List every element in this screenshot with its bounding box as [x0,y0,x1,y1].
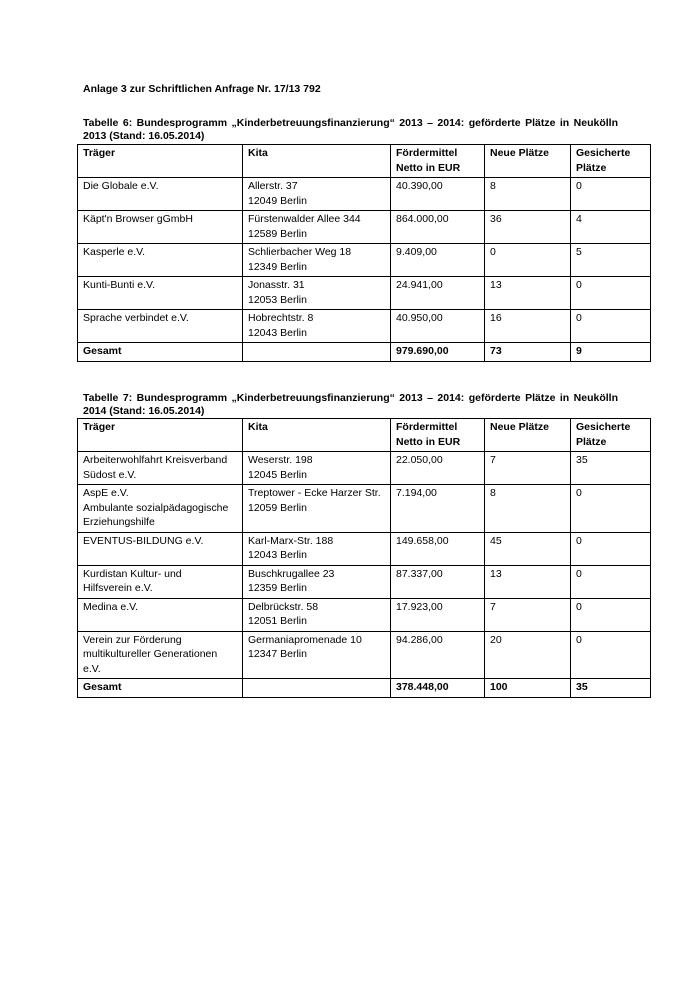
cell-neue-plaetze: 0 [485,244,571,277]
cell-gesicherte-plaetze: 0 [571,485,651,533]
cell-traeger-line: Medina e.V. [83,600,139,613]
document-heading: Anlage 3 zur Schriftlichen Anfrage Nr. 17/13 792 [83,83,321,95]
table7-caption-line1: Tabelle 7: Bundesprogramm „Kinderbetreuungsfinanzierung“ 2013 – 2014: geförderte Plätze in Neukölln [83,392,618,404]
cell-traeger-line: Erziehungshilfe [83,516,155,528]
column-header-gesicherte-plaetze-line: Gesicherte [576,147,631,159]
cell-gesicherte-plaetze: 35 [571,452,651,485]
table-row [78,310,651,343]
cell-neue-plaetze: 36 [485,211,571,244]
column-header-foerdermittel [391,145,485,178]
column-header-neue-plaetze [485,145,571,178]
table6-body [78,178,651,362]
cell-gesicherte-plaetze: 0 [571,598,651,631]
cell-kita-line: 12059 Berlin [248,501,307,514]
table7-body [78,452,651,698]
table-row [78,598,651,631]
column-header-neue-plaetze [485,419,571,452]
column-header-traeger-line: Träger [83,421,116,433]
column-header-kita-line: Kita [248,147,268,159]
cell-kita [243,178,391,211]
cell-gesicherte-plaetze: 0 [571,178,651,211]
table6-header-row [78,145,651,178]
cell-kita-line: 12043 Berlin [248,549,307,561]
table-row [78,631,651,679]
cell-traeger [78,452,243,485]
cell-foerdermittel: 40.950,00 [391,310,485,343]
cell-foerdermittel: 87.337,00 [391,565,485,598]
cell-total-foerdermittel: 378.448,00 [391,679,485,698]
cell-foerdermittel: 9.409,00 [391,244,485,277]
cell-traeger-line: Käpt'n Browser gGmbH [83,213,193,225]
table-row [78,244,651,277]
cell-traeger-line: Kasperle e.V. [83,246,146,258]
cell-traeger-line: e.V. [83,662,101,675]
cell-kita-line: Schlierbacher Weg 18 [248,246,352,258]
cell-traeger [78,598,243,631]
table7-caption [83,392,618,417]
total-row [78,679,651,698]
column-header-neue-plaetze-line: Neue Plätze [490,147,549,159]
cell-kita-line: Weserstr. 198 [248,454,313,466]
cell-traeger-line: Arbeiterwohlfahrt Kreisverband [83,454,228,466]
table6-caption [83,117,618,142]
cell-traeger-line: Kurdistan Kultur- und [83,567,182,580]
table7-header-row [78,419,651,452]
cell-traeger [78,178,243,211]
table-row [78,532,651,565]
column-header-gesicherte-plaetze-line: Plätze [576,435,607,448]
column-header-foerdermittel-line: Netto in EUR [396,161,461,174]
cell-gesicherte-plaetze: 0 [571,310,651,343]
cell-gesicherte-plaetze: 0 [571,532,651,565]
cell-traeger-line: Verein zur Förderung [83,633,182,646]
table7-caption-line2: 2014 (Stand: 16.05.2014) [83,404,205,417]
table7 [77,418,651,698]
column-header-traeger [78,145,243,178]
table6 [77,144,651,362]
cell-kita [243,452,391,485]
column-header-gesicherte-plaetze [571,419,651,452]
cell-traeger-line: AspE e.V. [83,487,129,499]
cell-kita-line: 12347 Berlin [248,648,307,660]
column-header-foerdermittel [391,419,485,452]
cell-kita [243,310,391,343]
cell-traeger-line: Ambulante sozialpädagogische [83,501,229,514]
table-row [78,277,651,310]
total-row [78,343,651,362]
column-header-gesicherte-plaetze [571,145,651,178]
cell-traeger-line: Südost e.V. [83,468,137,481]
table-row [78,485,651,533]
column-header-traeger-line: Träger [83,147,116,159]
cell-kita [243,598,391,631]
cell-traeger [78,565,243,598]
cell-traeger [78,310,243,343]
cell-gesicherte-plaetze: 0 [571,277,651,310]
cell-kita-line: 12589 Berlin [248,227,307,240]
cell-neue-plaetze: 7 [485,598,571,631]
cell-kita-line: 12051 Berlin [248,615,307,627]
cell-gesicherte-plaetze: 0 [571,565,651,598]
table-row [78,178,651,211]
cell-total-kita [243,343,391,362]
table-row [78,565,651,598]
cell-kita-line: Hobrechtstr. 8 [248,312,314,324]
cell-total-gesicherte-plaetze: 9 [571,343,651,362]
cell-total-kita [243,679,391,698]
cell-traeger-line: Hilfsverein e.V. [83,582,153,594]
cell-neue-plaetze: 13 [485,277,571,310]
cell-total-foerdermittel: 979.690,00 [391,343,485,362]
cell-traeger [78,485,243,533]
cell-foerdermittel: 149.658,00 [391,532,485,565]
cell-total-neue-plaetze: 100 [485,679,571,698]
cell-total-neue-plaetze: 73 [485,343,571,362]
cell-total-label: Gesamt [78,343,243,362]
cell-kita [243,631,391,679]
cell-kita-line: Jonasstr. 31 [248,279,305,291]
cell-kita-line: Treptower - Ecke Harzer Str. [248,487,381,499]
cell-traeger-line: Die Globale e.V. [83,180,159,192]
cell-total-label: Gesamt [78,679,243,698]
cell-kita-line: 12349 Berlin [248,260,307,273]
column-header-kita [243,419,391,452]
cell-kita-line: 12053 Berlin [248,293,307,306]
cell-kita [243,565,391,598]
cell-traeger [78,532,243,565]
cell-traeger [78,631,243,679]
cell-foerdermittel: 94.286,00 [391,631,485,679]
cell-foerdermittel: 7.194,00 [391,485,485,533]
cell-traeger [78,244,243,277]
cell-kita-line: Buschkrugallee 23 [248,567,335,580]
cell-foerdermittel: 864.000,00 [391,211,485,244]
table6-caption-line1: Tabelle 6: Bundesprogramm „Kinderbetreuungsfinanzierung“ 2013 – 2014: geförderte Plätze in Neukölln [83,117,618,129]
column-header-neue-plaetze-line: Neue Plätze [490,421,549,433]
cell-neue-plaetze: 45 [485,532,571,565]
cell-kita-line: 12049 Berlin [248,194,307,207]
cell-kita-line: Karl-Marx-Str. 188 [248,534,334,547]
column-header-traeger [78,419,243,452]
cell-gesicherte-plaetze: 5 [571,244,651,277]
cell-gesicherte-plaetze: 0 [571,631,651,679]
cell-kita-line: Germaniapromenade 10 [248,633,362,646]
cell-kita [243,211,391,244]
cell-kita [243,244,391,277]
column-header-gesicherte-plaetze-line: Plätze [576,161,607,174]
column-header-foerdermittel-line: Fördermittel [396,421,458,433]
cell-kita-line: 12045 Berlin [248,468,307,481]
cell-traeger-line: EVENTUS-BILDUNG e.V. [83,534,204,547]
cell-traeger-line: Sprache verbindet e.V. [83,312,189,324]
table-row [78,452,651,485]
cell-neue-plaetze: 20 [485,631,571,679]
cell-kita [243,277,391,310]
cell-kita-line: 12359 Berlin [248,582,307,594]
cell-traeger [78,211,243,244]
cell-neue-plaetze: 8 [485,485,571,533]
cell-kita-line: Allerstr. 37 [248,180,298,192]
cell-kita-line: 12043 Berlin [248,326,307,339]
column-header-foerdermittel-line: Fördermittel [396,147,458,159]
cell-foerdermittel: 17.923,00 [391,598,485,631]
column-header-foerdermittel-line: Netto in EUR [396,435,461,448]
column-header-kita [243,145,391,178]
table6-caption-line2: 2013 (Stand: 16.05.2014) [83,129,205,142]
column-header-kita-line: Kita [248,421,268,433]
cell-kita [243,485,391,533]
cell-total-gesicherte-plaetze: 35 [571,679,651,698]
cell-neue-plaetze: 16 [485,310,571,343]
cell-traeger-line: Kunti-Bunti e.V. [83,279,155,291]
cell-kita-line: Fürstenwalder Allee 344 [248,213,361,225]
cell-neue-plaetze: 7 [485,452,571,485]
cell-foerdermittel: 22.050,00 [391,452,485,485]
cell-kita-line: Delbrückstr. 58 [248,600,319,613]
table-row [78,211,651,244]
column-header-gesicherte-plaetze-line: Gesicherte [576,421,631,433]
cell-foerdermittel: 40.390,00 [391,178,485,211]
cell-traeger [78,277,243,310]
cell-neue-plaetze: 8 [485,178,571,211]
cell-traeger-line: multikultureller Generationen [83,648,218,660]
cell-neue-plaetze: 13 [485,565,571,598]
cell-foerdermittel: 24.941,00 [391,277,485,310]
cell-gesicherte-plaetze: 4 [571,211,651,244]
cell-kita [243,532,391,565]
